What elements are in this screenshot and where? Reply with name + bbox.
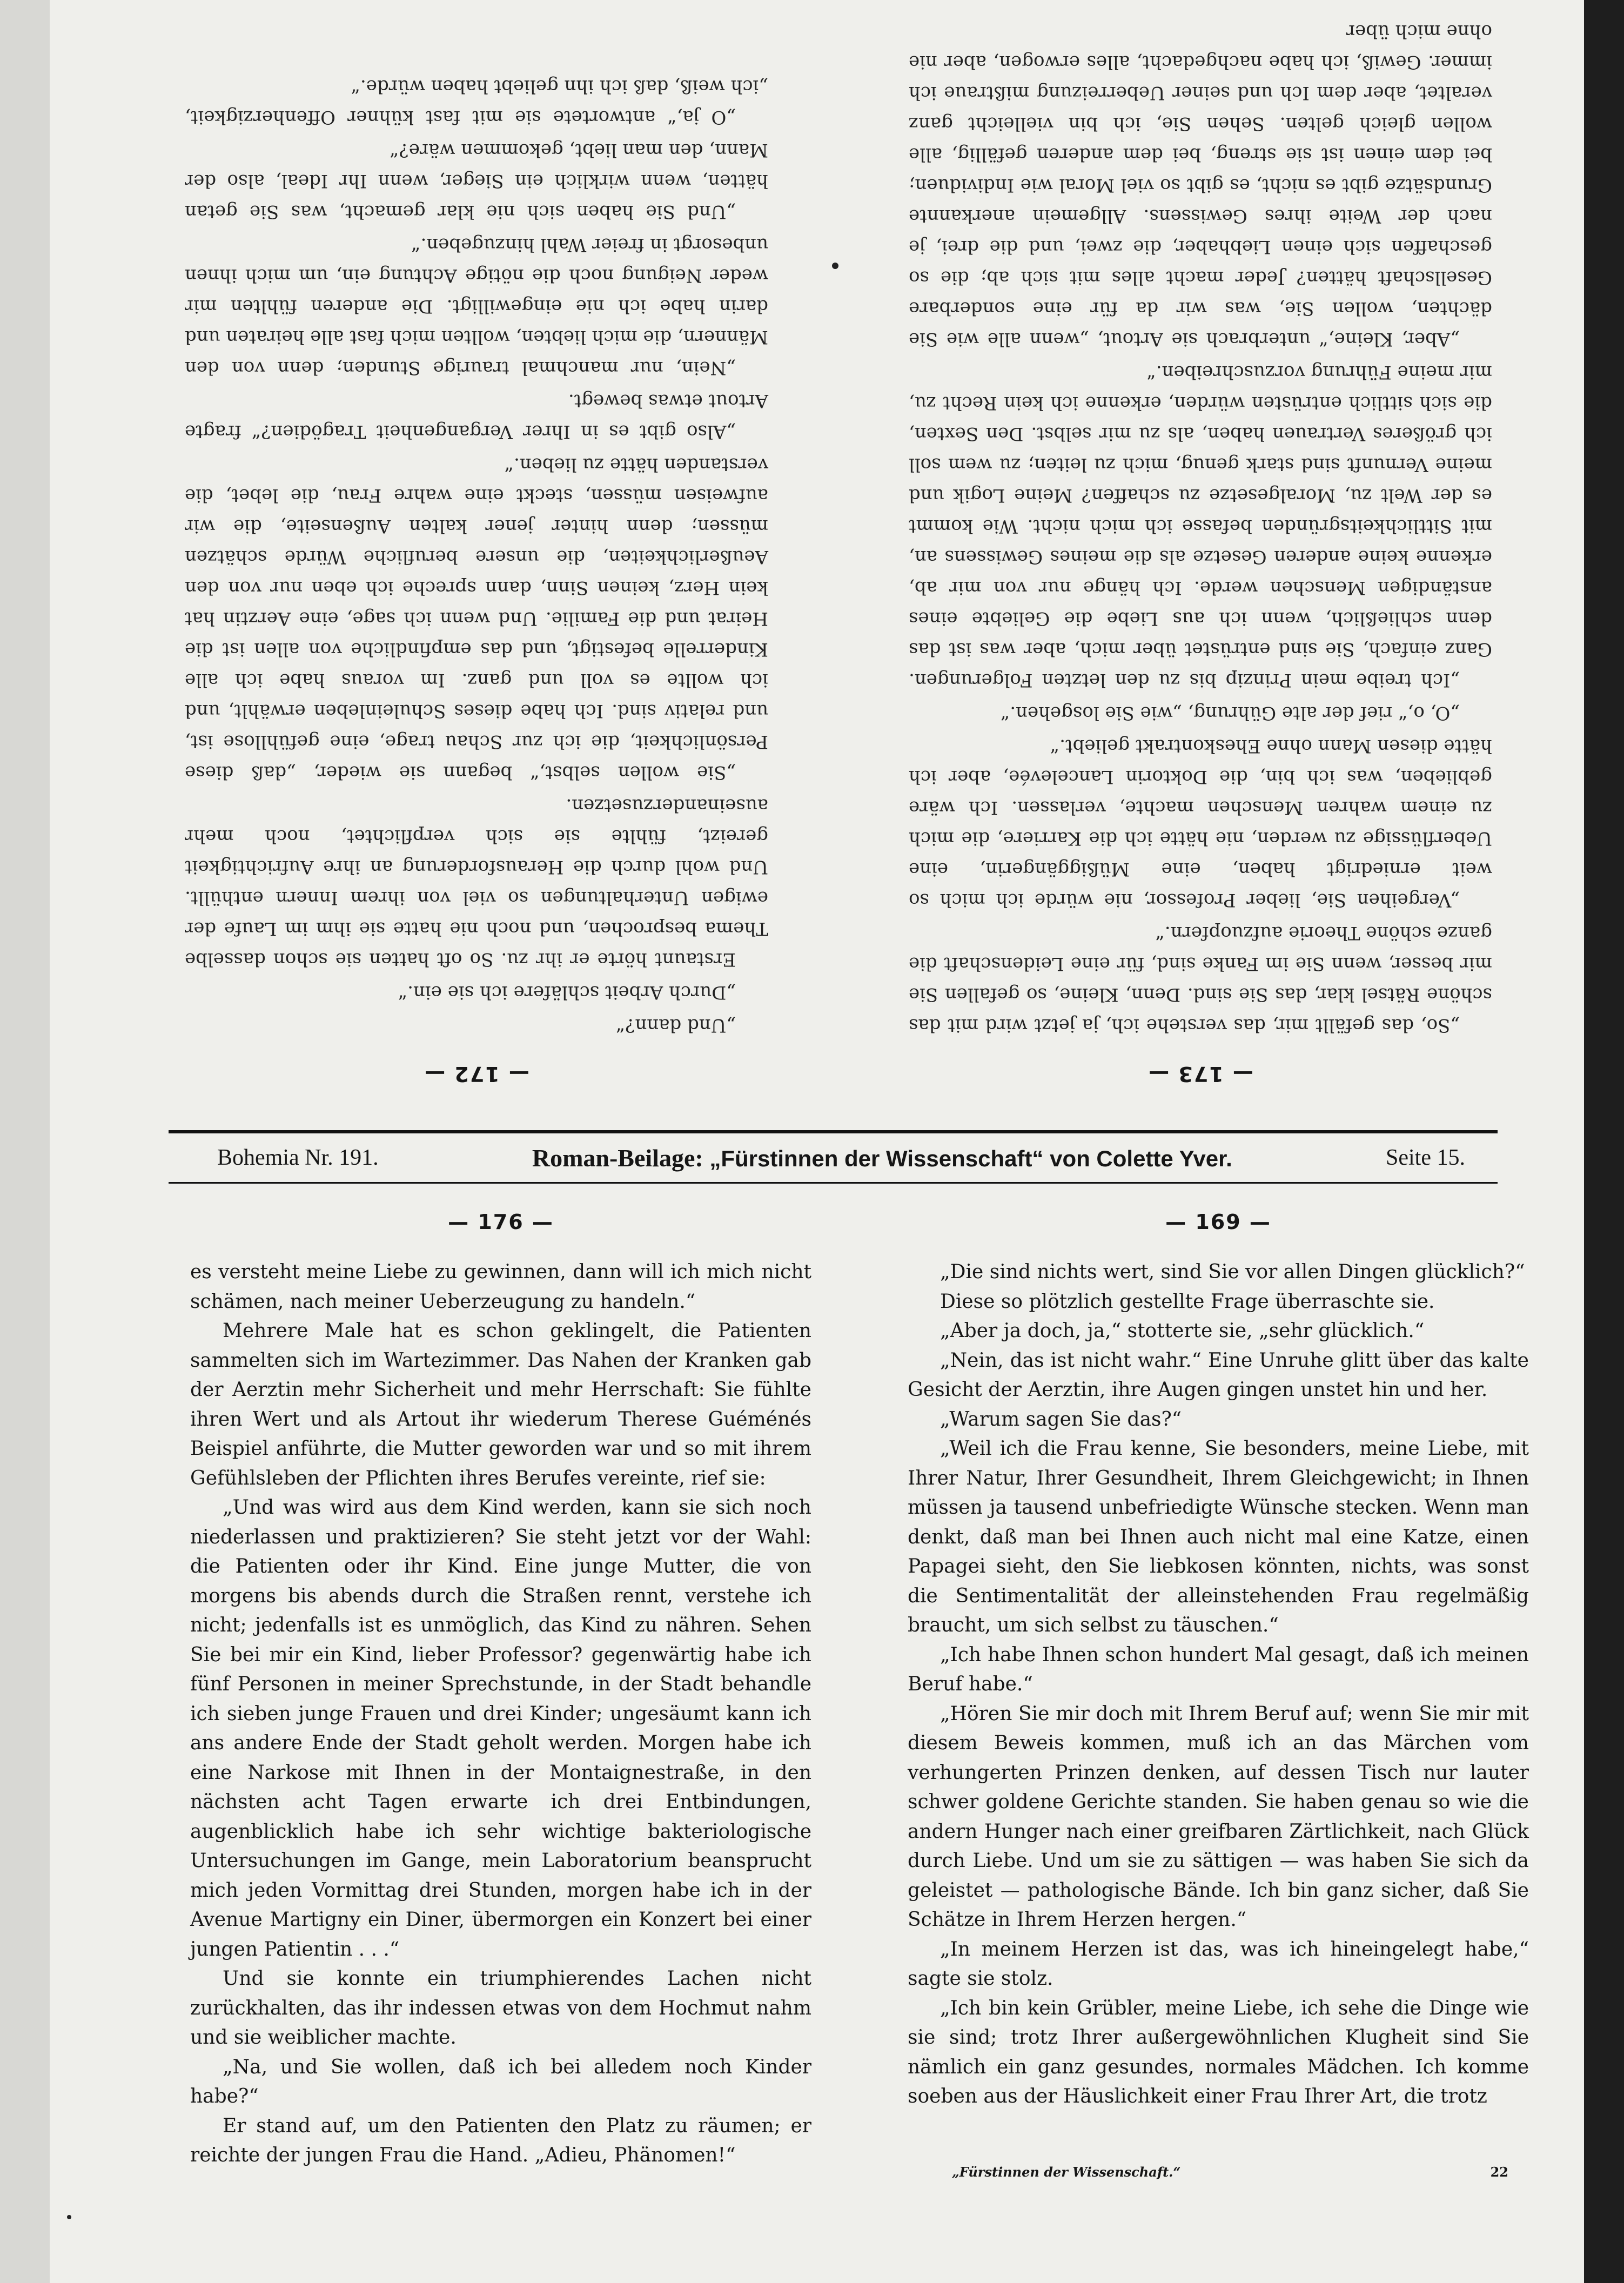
paragraph: „So, das gefällt mir, das verstehe ich, ja jetzt wird mit das schöne Rätsel klar, das Sie sind. Denn, Kleine, so gefallen Sie mir besser, wenn Sie im Fanke sind, für eine Leidenschaft die ganze schöne Theorie aufzuopfern.“ xyxy=(909,922,1492,1036)
paragraph: es versteht meine Liebe zu gewinnen, dann will ich mich nicht schämen, nach meiner Ueberzeugung zu handeln.“ xyxy=(190,1261,811,1313)
newspaper-page xyxy=(50,0,1584,2283)
footer-signature: „Fürstinnen der Wissenschaft.“ xyxy=(952,2164,1181,2180)
paragraph: Und sie konnte ein triumphierendes Lachen nicht zurückhalten, das ihr indessen etwas von dem Hochmut nahm und sie weiblicher machte. xyxy=(190,1968,811,2049)
supplement-title xyxy=(532,1144,1232,1172)
paragraph: Diese so plötzlich gestellte Frage überraschte sie. xyxy=(940,1290,1435,1313)
paragraph: „Nein, nur manchmal traurige Stunden; denn von den Männern, die mich liebten, wollten mich fast alle heiraten und darin habe ich nie eingewilligt. Die anderen fühlten mir weder Neigung noch die nötige Achtung ein, um mich ihnen unbesorgt in freier Wahl hinzugeben.“ xyxy=(185,234,768,379)
paragraph: „Und was wird aus dem Kind werden, kann sie sich noch niederlassen und praktizieren? Sie steht jetzt vor der Wahl: die Patienten oder ihr Kind. Eine junge Mutter, die von morgens bis abends durch die Straßen rennt, verstehe ich nicht; jedenfalls ist es unmöglich, das Kind zu nähren. Sehen Sie bei mir ein Kind, lieber Professor? gegenwärtig habe ich fünf Personen in meiner Sprechstunde, in der Stadt behandle ich sieben junge Frauen und drei Kinder; ungesäumt kann ich ans andere Ende der Stadt geholt werden. Morgen habe ich eine Narkose mit Ihnen in der Montaignestraße, in den nächsten acht Tagen erwarte ich drei Entbindungen, augenblicklich habe ich sehr wichtige bakteriologische Untersuchungen im Gange, mein Laboratorium beansprucht mich jeden Vormittag drei Stunden, morgen habe ich in der Avenue Martigny ein Diner, übermorgen ein Konzert bei einer jungen Patientin . . .“ xyxy=(190,1496,811,1960)
novel-title: „Fürstinnen der Wissenschaft“ von Colette Yver. xyxy=(709,1145,1232,1171)
lower-left-column xyxy=(190,1210,811,2171)
paragraph: „Nein, das ist nicht wahr.“ Eine Unruhe glitt über das kalte Gesicht der Aerztin, ihre Augen gingen unstet hin und her. xyxy=(908,1349,1529,1401)
paragraph: „Und Sie haben sich nie klar gemacht, was Sie getan hätten, wenn wirklich ein Sieger, wenn Ihr Ideal, also der Mann, den man liebt, gekommen wäre?“ xyxy=(185,139,768,223)
newspaper-header xyxy=(169,1130,1498,1184)
upper-right-page xyxy=(185,76,768,1086)
page-label: Seite 15. xyxy=(1386,1145,1465,1170)
upside-down-upper-half xyxy=(158,21,1492,1086)
paragraph: „Weil ich die Frau kenne, Sie besonders, meine Liebe, mit Ihrer Natur, Ihrer Gesundheit, Ihrem Gleichgewicht; in Ihnen müssen ja tausend unbefriedigte Wünsche stecken. Wenn man denkt, daß man bei Ihnen auch nicht mal eine Katze, einen Papagei sieht, den Sie liebkosen könnten, nichts, was sonst die Sentimentalität der alleinstehenden Frau regelmäßig braucht, um sich selbst zu täuschen.“ xyxy=(908,1438,1529,1636)
page-number: — 173 — xyxy=(1147,1062,1253,1086)
lower-right-column xyxy=(908,1210,1529,2112)
scan-right-border xyxy=(1584,0,1624,2283)
page-footer xyxy=(930,2164,1508,2180)
page-number: — 172 — xyxy=(424,1062,529,1086)
paragraph: „Und dann?“ xyxy=(615,1015,736,1036)
paragraph: „Ich treibe mein Prinzip bis zu den letzten Folgerungen. Ganz einfach, Sie sind entrüstet über mich, aber was ist das denn schließlich, wenn ich aus Liebe die Geliebte eines anständigen Menschen werde. Ich hänge nur von mir ab, erkenne keine anderen Gesetze als die meines Gewissens an, mit Sittlichkeitsgründen befasse ich mich nicht. Wie kommt es der Welt zu, Moralgesetze zu schaffen? Meine Logik und meine Vernunft sind stark genug, mich zu leiten; zu wem soll ich größeres Vertrauen haben, als zu mir selbst. Den Sexten, die sich sittlich entrüsten würden, erkenne ich kein Recht zu, mir meine Führung vorzuschreiben.“ xyxy=(909,361,1492,691)
paragraph: Erstaunt hörte er ihr zu. So oft hatten sie schon dasselbe Thema besprochen, und noch nie hatte sie ihm im Laufe der ewigen Unterhaltungen so viel von ihrem Innern enthüllt. Und wohl durch die Herausforderung an ihre Aufrichtigkeit gereizt, fühlte sie sich verpflichtet, noch mehr auseinanderzusetzen. xyxy=(185,795,768,970)
paragraph: „Sie wollen selbst,“ begann sie wieder, „daß diese Persönlichkeit, die ich zur Schau trage, eine gefühllose ist, und relativ sind. Ich habe dieses Schuleinleben erwählt, und ich wollte es voll und ganz. Im voraus habe ich alle Kinderrelle befestigt, und das empfindliche von allen ist die Heirat und die Familie. Und wenn ich sage, eine Aerztin hat kein Herz, keinen Sinn, dann spreche ich eben nur von den Aeußerlichkeiten, die unsere berufliche Würde schätzen müssen; denn hinter jener kalten Außenseite, die wir aufweisen müssen, steckt eine wahre Frau, die lebet, die verstanden hätte zu lieben.“ xyxy=(185,454,768,783)
upper-left-page xyxy=(909,21,1492,1086)
paragraph: „O, o,“ rief der alte Gührung, „wie Sie losgehen.“ xyxy=(1000,702,1460,724)
paragraph: „Na, und Sie wollen, daß ich bei alledem noch Kinder habe?“ xyxy=(190,2056,811,2107)
page-number: — 176 — xyxy=(448,1210,554,1234)
paragraph: „Ich habe Ihnen schon hundert Mal gesagt, daß ich meinen Beruf habe.“ xyxy=(908,1643,1529,1695)
paragraph: „Hören Sie mir doch mit Ihrem Beruf auf; wenn Sie mir mit diesem Beweis kommen, muß ich an das Märchen vom verhungerten Prinzen denken, auf dessen Tisch nur lauter schwer goldene Gerichte standen. Sie haben genau so wie die andern Hunger nach einer greifbaren Zärtlichkeit, nach Glück durch Liebe. Und um sie zu sättigen — was haben Sie sich da geleistet — pathologische Bände. Ich bin ganz sicher, daß Sie Schätze in Ihrem Herzen hergen.“ xyxy=(908,1702,1529,1931)
issue-label: Bohemia Nr. 191. xyxy=(217,1145,379,1170)
paragraph: „O ja,“ antwortete sie mit fast kühner Offenherzigkeit, „ich weiß, daß ich ihn geliebt haben würde.“ xyxy=(185,76,768,128)
paragraph: „Aber, Kleine,“ unterbrach sie Artout, „wenn alle wie Sie dächten, wollen Sie, was wir da für eine sonderbare Gesellschaft hätten? Jeder macht alles mit sich ab; die so geschaffen sich einen Liebhaber, die zwei, und die drei, je nach der Weite ihres Gewissens. Allgemein anerkannte Grundsätze gibt es nicht, es gibt so viel Moral wie Individuen; bei dem einen ist sie streng, bei dem anderen gefällig, alle wollen gleich gelten. Sehen Sie, ich bin vielleicht ganz veraltet, aber dem Ich und seiner Ueberreizung mißtraue ich immer. Gewiß, ich habe nachgedacht, alles erwogen, aber nie ohne mich über xyxy=(909,21,1492,350)
ink-dot xyxy=(832,263,838,269)
paragraph: Mehrere Male hat es schon geklingelt, die Patienten sammelten sich im Wartezimmer. Das Nahen der Kranken gab der Aerztin mehr Sicherheit und mehr Herrschaft: Sie fühlte ihren Wert und als Artout ihr wiederum Therese Guéménés Beispiel anführte, die Mutter geworden war und so mit ihrem Gefühlsleben der Pflichten ihres Berufes vereinte, rief sie: xyxy=(190,1320,811,1489)
paragraph: „Die sind nichts wert, sind Sie vor allen Dingen glücklich?“ xyxy=(940,1261,1525,1283)
page-number: — 169 — xyxy=(1165,1210,1271,1234)
paragraph: „Ich bin kein Grübler, meine Liebe, ich sehe die Dinge wie sie sind; trotz Ihrer außergewöhnlichen Klugheit sind Sie nämlich ein ganz gesundes, normales Mädchen. Ich komme soeben aus der Häuslichkeit einer Frau Ihrer Art, die trotz xyxy=(908,1997,1529,2107)
footer-number: 22 xyxy=(1490,2164,1508,2180)
paragraph: „Durch Arbeit schläfere ich sie ein.“ xyxy=(398,982,736,1003)
paragraph: „In meinem Herzen ist das, was ich hineingelegt habe,“ sagte sie stolz. xyxy=(908,1938,1529,1990)
paragraph: „Warum sagen Sie das?“ xyxy=(940,1408,1182,1431)
ink-dot xyxy=(67,2215,71,2219)
paragraph: Er stand auf, um den Patienten den Platz zu räumen; er reichte der jungen Frau die Hand. „Adieu, Phänomen!“ xyxy=(190,2114,811,2166)
supplement-label: Roman-Beilage: xyxy=(532,1144,703,1172)
paragraph: „Aber ja doch, ja,“ stotterte sie, „sehr glücklich.“ xyxy=(940,1320,1425,1342)
paragraph: „Also gibt es in Ihrer Vergangenheit Tragödien?“ fragte Artout etwas bewegt. xyxy=(185,390,768,442)
scan-left-margin xyxy=(0,0,50,2283)
paragraph: „Vergeihen Sie, lieber Professor, nie würde ich mich so weit erniedrigt haben, eine Müßiggängerin, eine Ueberflüssige zu werden, nie hätte ich die Karriere, die mich zu einem wahren Menschen machte, verlassen. Ich wäre geblieben, was ich bin, die Doktorin Lancelevée, aber ich hätte diesen Mann ohne Eheskontrakt geliebt.“ xyxy=(909,735,1492,911)
